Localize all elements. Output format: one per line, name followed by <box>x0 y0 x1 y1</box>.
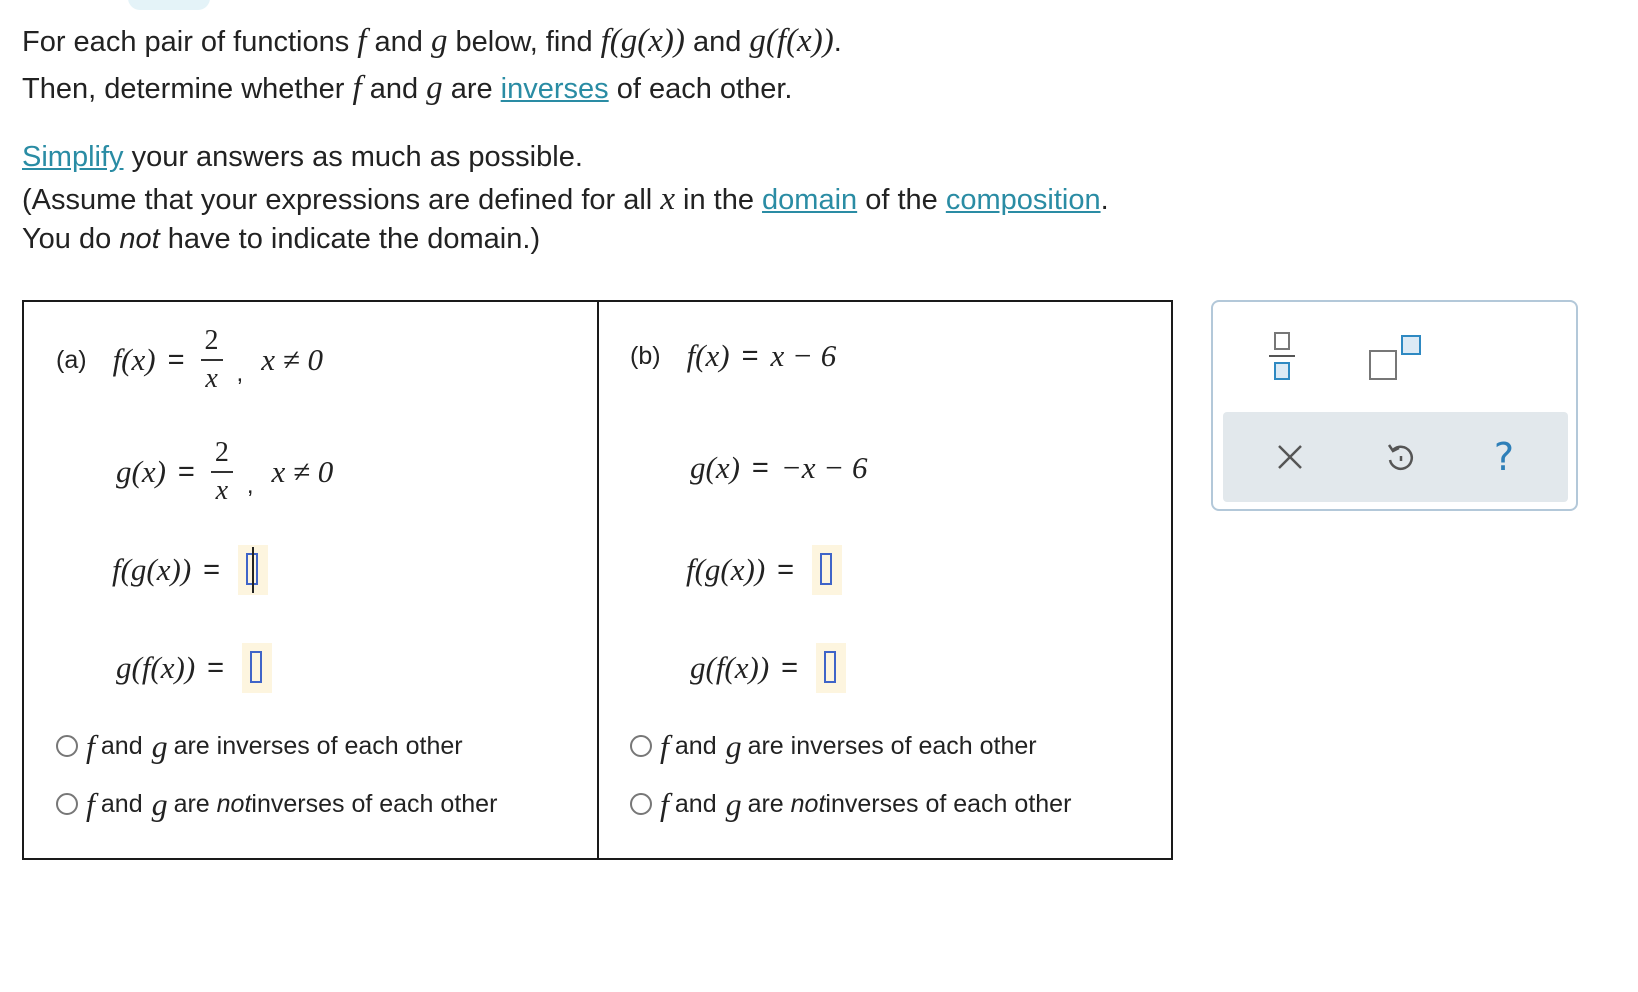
part-a-f-condition: x ≠ 0 <box>261 342 323 377</box>
help-button[interactable] <box>1479 432 1529 482</box>
part-a-gf-label: g(f(x)) <box>116 650 196 685</box>
part-a-option-not-inverses[interactable] <box>56 784 497 824</box>
option-text: and <box>674 731 717 760</box>
instructions-line-2 <box>22 71 792 106</box>
instr-text: You do <box>22 223 120 255</box>
math-f: f <box>660 727 669 764</box>
radio-button[interactable] <box>56 735 78 757</box>
equals-sign: = <box>751 451 769 484</box>
option-text: are <box>173 789 210 818</box>
part-b-g-definition <box>690 438 867 498</box>
part-a-g-condition: x ≠ 0 <box>271 454 334 489</box>
fraction-numerator-box <box>1274 332 1290 350</box>
instr-text: are <box>442 73 501 105</box>
part-a-f-fraction <box>201 327 223 393</box>
clear-button[interactable] <box>1265 432 1315 482</box>
instructions-line-3 <box>22 140 583 174</box>
equals-sign: = <box>777 553 795 586</box>
option-emphasis: not <box>790 789 826 818</box>
fraction-line <box>1269 355 1295 357</box>
option-text: and <box>100 789 143 818</box>
top-tab-decoration <box>128 0 210 10</box>
part-a-g-fraction <box>211 439 233 505</box>
instr-text: below, find <box>447 26 601 58</box>
math-g: g <box>151 785 168 822</box>
part-b-f-name: f(x) <box>686 338 730 373</box>
part-b-gf-input[interactable] <box>816 643 846 693</box>
math-g: g <box>725 727 742 764</box>
option-text: inverses of each other <box>825 789 1072 818</box>
instructions-line-5 <box>22 222 540 256</box>
instr-text: of each other. <box>608 73 793 105</box>
instr-text: of the <box>857 184 946 216</box>
instr-text: For each pair of functions <box>22 26 358 58</box>
part-a-f-name: f(x) <box>112 342 156 377</box>
instr-text: (Assume that your expressions are defined for all <box>22 184 661 216</box>
superscript-base-box <box>1369 350 1397 380</box>
math-gf: g(f(x)) <box>749 23 834 59</box>
option-text: are inverses of each other <box>173 731 463 760</box>
math-f: f <box>660 785 669 822</box>
superscript-exponent-box <box>1401 335 1421 355</box>
radio-button[interactable] <box>630 793 652 815</box>
instr-text: in the <box>674 184 763 216</box>
fraction-numerator: 2 <box>204 325 219 356</box>
part-b-g-name: g(x) <box>690 450 740 485</box>
math-toolbox <box>1211 300 1578 511</box>
math-fg: f(g(x)) <box>600 23 685 59</box>
math-f: f <box>86 727 95 764</box>
part-a-fg-answer-row <box>112 540 268 600</box>
instr-text: and <box>684 26 750 58</box>
problem-table <box>22 300 1173 860</box>
part-b-f-expression: x − 6 <box>770 338 837 373</box>
part-b-gf-label: g(f(x)) <box>690 650 770 685</box>
equals-sign: = <box>203 553 221 586</box>
part-a-option-inverses[interactable] <box>56 726 463 766</box>
part-b-g-expression: −x − 6 <box>780 450 868 485</box>
option-text: inverses of each other <box>251 789 498 818</box>
close-icon <box>1275 442 1305 472</box>
toolbox-action-bar <box>1223 412 1568 502</box>
math-x: x <box>660 181 675 217</box>
instr-text: . <box>1100 184 1109 216</box>
instr-text: your answers as much as possible. <box>123 141 583 173</box>
domain-link[interactable]: domain <box>762 184 858 216</box>
instr-text: Then, determine whether <box>22 73 353 105</box>
undo-icon <box>1383 440 1417 474</box>
part-a-f-definition <box>56 320 323 400</box>
part-b-option-inverses[interactable] <box>630 726 1037 766</box>
inverses-link[interactable]: inverses <box>500 73 609 105</box>
column-divider <box>597 302 599 858</box>
comma: , <box>246 472 254 499</box>
part-b-gf-answer-row <box>690 638 846 698</box>
comma: , <box>236 360 244 387</box>
part-b-f-definition <box>630 326 836 386</box>
option-text: are inverses of each other <box>747 731 1037 760</box>
simplify-link[interactable]: Simplify <box>22 141 124 173</box>
fraction-denominator: x <box>215 475 229 506</box>
math-f: f <box>352 70 362 106</box>
fraction-denominator: x <box>205 363 218 394</box>
part-b-label: (b) <box>630 341 661 370</box>
equals-sign: = <box>177 455 195 488</box>
part-a-g-definition <box>116 432 333 512</box>
instr-text: and <box>366 26 431 58</box>
instr-text: . <box>833 26 842 58</box>
option-text: and <box>674 789 717 818</box>
equals-sign: = <box>167 343 185 376</box>
part-b-fg-label: f(g(x)) <box>686 552 766 587</box>
math-g: g <box>151 727 168 764</box>
part-a-label: (a) <box>56 345 87 374</box>
math-g: g <box>426 70 443 106</box>
fraction-denominator-box <box>1274 362 1290 380</box>
math-f: f <box>86 785 95 822</box>
radio-button[interactable] <box>630 735 652 757</box>
math-g: g <box>725 785 742 822</box>
part-b-fg-input[interactable] <box>812 545 842 595</box>
option-text: and <box>100 731 143 760</box>
part-a-fg-input[interactable] <box>238 545 268 595</box>
superscript-icon[interactable] <box>1369 332 1429 392</box>
fraction-numerator: 2 <box>214 437 229 468</box>
radio-button[interactable] <box>56 793 78 815</box>
option-text: are <box>747 789 784 818</box>
math-g: g <box>430 23 448 59</box>
composition-link[interactable]: composition <box>945 184 1101 216</box>
instructions-line-4 <box>22 182 1109 217</box>
equals-sign: = <box>781 651 799 684</box>
part-a-fg-label: f(g(x)) <box>112 552 192 587</box>
part-a-gf-input[interactable] <box>242 643 272 693</box>
instructions-line-1 <box>22 24 842 59</box>
math-f: f <box>357 23 367 59</box>
part-a-g-name: g(x) <box>116 454 166 489</box>
part-a-gf-answer-row <box>116 638 272 698</box>
option-emphasis: not <box>216 789 252 818</box>
help-icon: ? <box>1493 435 1515 479</box>
undo-button[interactable] <box>1375 432 1425 482</box>
part-b-fg-answer-row <box>686 540 842 600</box>
instr-text: and <box>361 73 427 105</box>
instr-emphasis: not <box>119 223 160 255</box>
part-b-option-not-inverses[interactable] <box>630 784 1071 824</box>
instr-text: have to indicate the domain.) <box>159 223 541 255</box>
equals-sign: = <box>741 339 759 372</box>
equals-sign: = <box>207 651 225 684</box>
fraction-icon[interactable] <box>1269 328 1297 388</box>
